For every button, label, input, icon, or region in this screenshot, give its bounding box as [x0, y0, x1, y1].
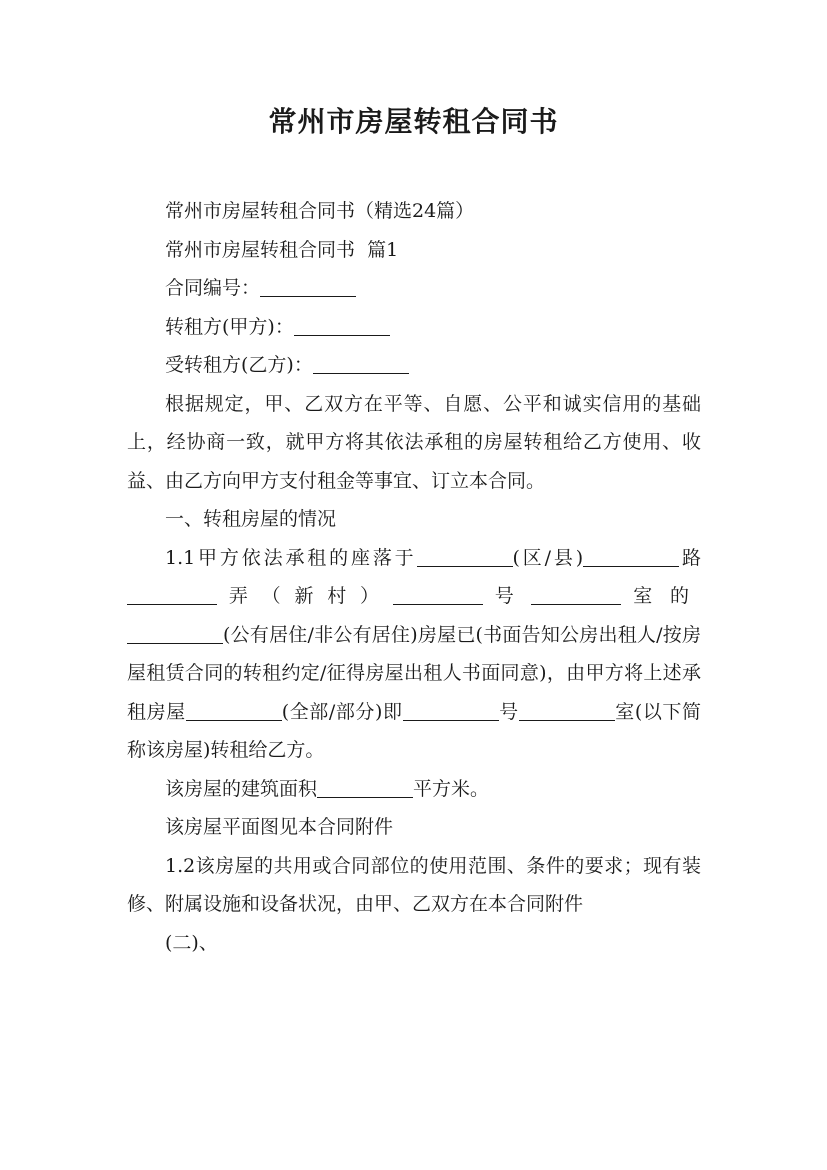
paragraph-clause-1-1: [127, 539, 701, 770]
contract-number-label: 合同编号：: [165, 277, 261, 299]
scope-blank: [186, 700, 282, 721]
paragraph-area: [127, 770, 701, 809]
paragraph-contract-number: [127, 269, 701, 308]
paragraph-preamble: 根据规定，甲、乙双方在平等、自愿、公平和诚实信用的基础上，经协商一致，就甲方将其依法承租的房屋转租给乙方使用、收益、由乙方向甲方支付租金等事宜、订立本合同。: [127, 392, 701, 492]
paragraph-subtitle: 常州市房屋转租合同书（精选24篇）: [165, 200, 475, 222]
clause-text: 路: [679, 546, 702, 569]
clause-text: (全部/部分)即: [281, 700, 403, 723]
paragraph-section-heading: 常州市房屋转租合同书 篇1: [165, 238, 399, 261]
paragraph-heading-1: 一、转租房屋的情况: [165, 508, 337, 530]
document-title: 常州市房屋转租合同书: [268, 105, 559, 138]
paragraph-section-2: (二)、: [165, 931, 218, 954]
road-blank: [583, 546, 679, 567]
district-blank: [417, 546, 513, 567]
area-unit: 平方米。: [413, 777, 490, 800]
area-label: 该房屋的建筑面积: [165, 777, 318, 800]
lane-blank: [127, 584, 217, 605]
unit-number-blank: [403, 700, 499, 721]
area-blank: [317, 777, 413, 798]
unit-room-blank: [519, 700, 615, 721]
paragraph-party-b: [127, 346, 701, 385]
paragraph-party-a: [127, 308, 701, 347]
clause-text: 号: [494, 585, 520, 607]
clause-text: 室的: [633, 585, 701, 607]
party-b-label: 受转租方(乙方)：: [165, 354, 313, 376]
housing-type-blank: [127, 623, 223, 644]
party-b-blank: [313, 353, 409, 374]
clause-text: 室(以下简称该房屋)转租给乙方。: [127, 700, 701, 761]
clause-text: 弄（新村）: [228, 585, 393, 607]
party-a-label: 转租方(甲方)：: [165, 315, 294, 338]
clause-text: (公有居住/非公有居住)房屋已(书面告知公房出租人/按房屋租赁合同的转租约定/征得房屋出租人书面同意)，由甲方将上述承租房屋: [127, 623, 701, 723]
document-body: [127, 192, 701, 962]
clause-text: 号: [498, 700, 519, 723]
clause-text: 1.1甲方依法承租的座落于: [165, 546, 417, 569]
paragraph-floor-plan: 该房屋平面图见本合同附件: [165, 816, 394, 838]
contract-number-blank: [260, 276, 356, 297]
number-blank: [393, 584, 483, 605]
clause-text: (区/县): [512, 546, 584, 569]
room-blank: [531, 584, 621, 605]
party-a-blank: [294, 315, 390, 336]
paragraph-clause-1-2: 1.2该房屋的共用或合同部位的使用范围、条件的要求；现有装修、附属设施和设备状况，由甲、乙双方在本合同附件: [127, 854, 701, 915]
